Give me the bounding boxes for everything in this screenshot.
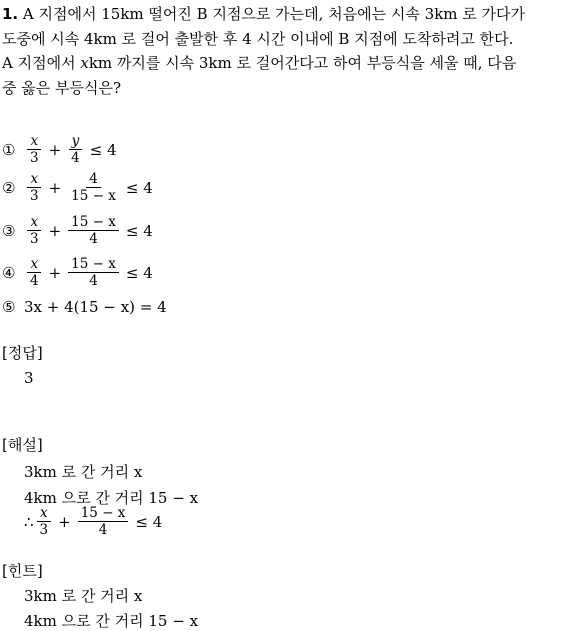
option-2-marker: ② xyxy=(2,178,16,197)
explanation-line-2: 4km 으로 간 거리 15 − x xyxy=(24,489,199,507)
fraction: $\frac{4}{15 - x}$ xyxy=(71,171,116,204)
option-4-marker: ④ xyxy=(2,263,16,282)
fraction: $\frac{x}{3}$ xyxy=(37,505,52,538)
option-5-marker: ⑤ xyxy=(2,298,16,316)
option-2-expression: $\frac{x}{3}$ + $\frac{4}{15 - x}$ ≤ 4 xyxy=(24,171,157,204)
option-3[interactable] xyxy=(2,214,157,247)
option-1-expression: $\frac{x}{3}$ + $\frac{y}{4}$ ≤ 4 xyxy=(24,133,121,166)
answer-value: 3 xyxy=(24,369,34,387)
fraction: $\frac{y}{4}$ xyxy=(68,133,83,166)
option-4-expression: $\frac{x}{4}$ + $\frac{15 - x}{4}$ ≤ 4 xyxy=(24,256,157,289)
option-3-marker: ③ xyxy=(2,221,16,240)
option-5-expression: 3x + 4(15 − x) = 4 xyxy=(24,298,167,316)
hint-label: [힌트] xyxy=(2,562,43,580)
fraction: $\frac{15 - x}{4}$ xyxy=(78,505,129,538)
question-var-x: x xyxy=(80,54,89,72)
question-block xyxy=(2,2,572,100)
question-line-2: 도중에 시속 4km 로 걸어 출발한 후 4 시간 이내에 B 지점에 도착하려고 한다. xyxy=(2,29,514,48)
explanation-line-1: 3km 로 간 거리 x xyxy=(24,463,143,481)
option-2[interactable] xyxy=(2,171,157,204)
option-1[interactable] xyxy=(2,133,121,166)
option-4[interactable] xyxy=(2,256,157,289)
option-3-expression: $\frac{x}{3}$ + $\frac{15 - x}{4}$ ≤ 4 xyxy=(24,214,157,247)
question-number: 1. xyxy=(2,5,19,23)
question-text-1: A 지점에서 15km 떨어진 B 지점으로 가는데, 처음에는 시속 3km 로 가다가 xyxy=(22,5,526,23)
option-1-marker: ① xyxy=(2,140,16,159)
fraction: $\frac{x}{3}$ xyxy=(27,171,42,204)
fraction: $\frac{x}{3}$ xyxy=(27,133,42,166)
fraction: $\frac{15 - x}{4}$ xyxy=(68,214,119,247)
question-text-3a: A 지점에서 xyxy=(2,54,81,72)
question-line-4: 중 옳은 부등식은? xyxy=(2,78,122,97)
question-line-1 xyxy=(2,2,572,27)
answer-label: [정답] xyxy=(2,344,43,362)
question-line-3 xyxy=(2,51,572,76)
hint-line-1: 3km 로 간 거리 x xyxy=(24,587,143,605)
question-text-3b: km 까지를 시속 3km 로 걸어간다고 하여 부등식을 세울 때, 다음 xyxy=(88,54,517,72)
explanation-inequality: ∴ $\frac{x}{3}$ + $\frac{15 - x}{4}$ ≤ 4 xyxy=(24,505,163,538)
fraction: $\frac{x}{3}$ xyxy=(27,214,42,247)
therefore-symbol: ∴ xyxy=(24,512,34,531)
hint-line-2: 4km 으로 간 거리 15 − x xyxy=(24,612,199,630)
explanation-label: [해설] xyxy=(2,436,43,454)
fraction: $\frac{x}{4}$ xyxy=(27,256,42,289)
fraction: $\frac{15 - x}{4}$ xyxy=(68,256,119,289)
option-5[interactable] xyxy=(2,298,167,316)
